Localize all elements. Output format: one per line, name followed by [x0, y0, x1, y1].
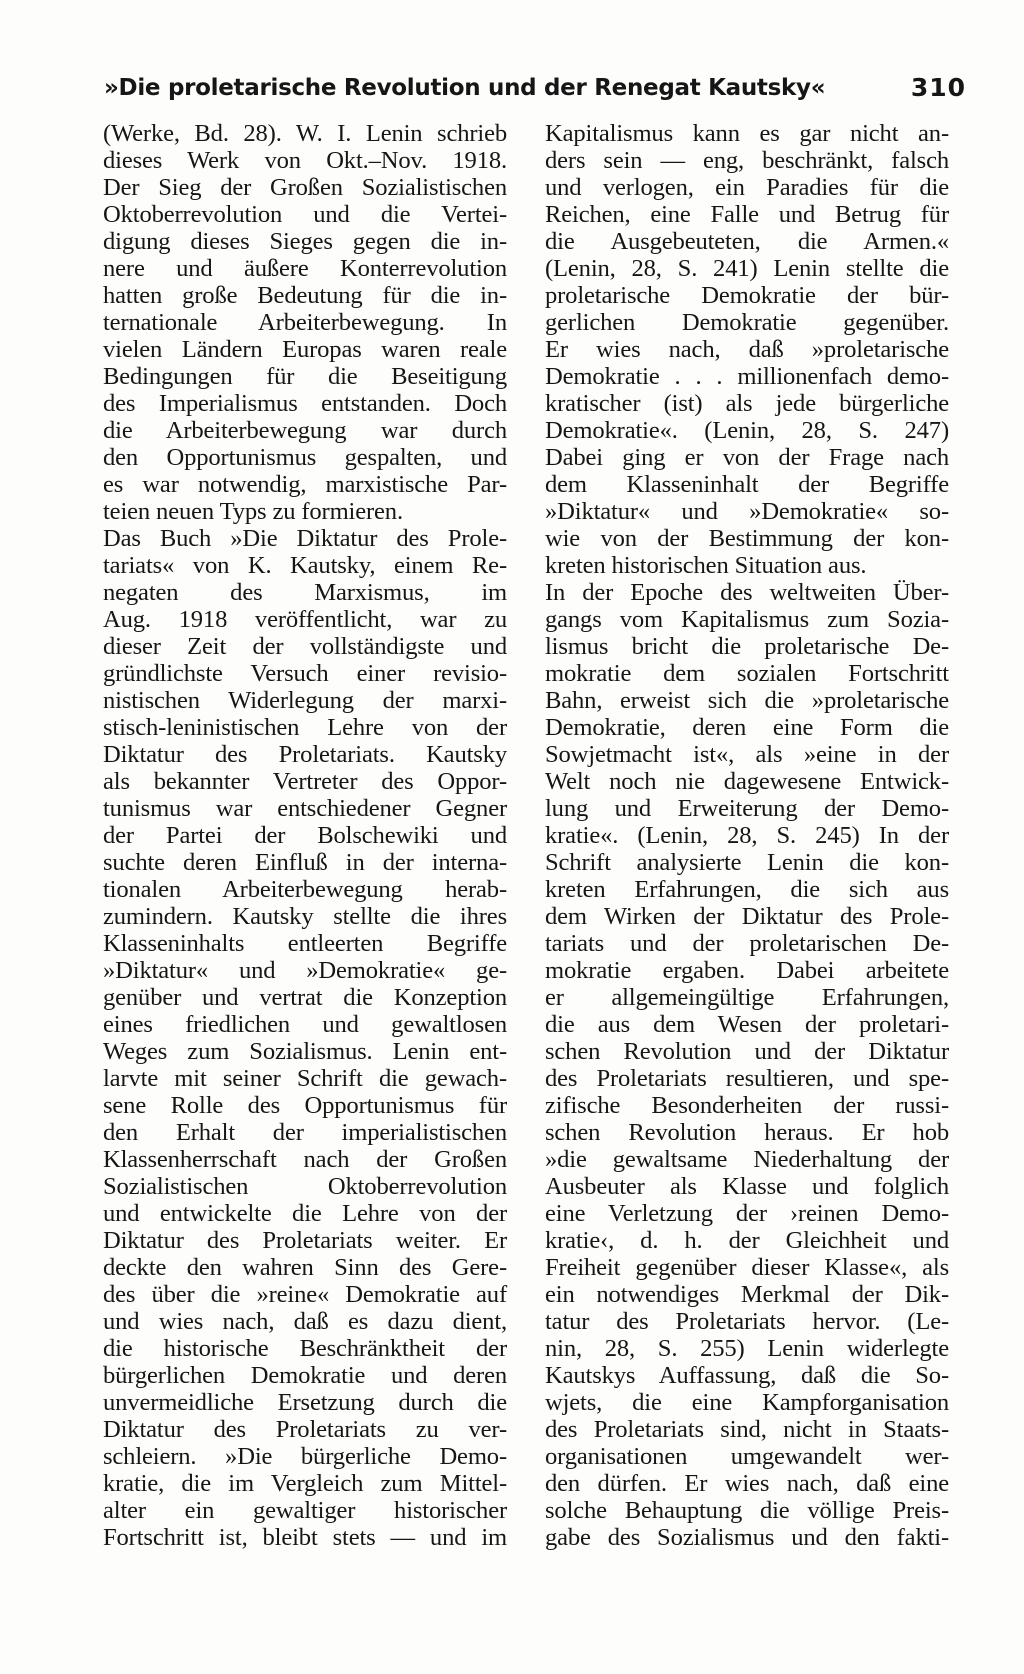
text-line: lismus bricht die proletarische De-	[545, 633, 949, 660]
text-line: Sowjetmacht ist«, als »eine in der	[545, 741, 949, 768]
text-line: Weges zum Sozialismus. Lenin ent-	[103, 1038, 507, 1065]
text-line: tunismus war entschiedener Gegner	[103, 795, 507, 822]
page-number: 310	[910, 73, 966, 102]
text-line: Kapitalismus kann es gar nicht an-	[545, 120, 949, 147]
text-line: proletarische Demokratie der bür-	[545, 282, 949, 309]
text-line: Bahn, erweist sich die »proletarische	[545, 687, 949, 714]
text-line: Demokratie«. (Lenin, 28, S. 247)	[545, 417, 949, 444]
page-header	[104, 66, 966, 110]
text-line: dem Klasseninhalt der Begriffe	[545, 471, 949, 498]
text-line: dieser Zeit der vollständigste und	[103, 633, 507, 660]
text-line: sene Rolle des Opportunismus für	[103, 1092, 507, 1119]
text-line: Welt noch nie dagewesene Entwick-	[545, 768, 949, 795]
text-line: tionalen Arbeiterbewegung herab-	[103, 876, 507, 903]
text-line: Klassenherrschaft nach der Großen	[103, 1146, 507, 1173]
text-line: kreten historischen Situation aus.	[545, 552, 867, 579]
text-line: Er wies nach, daß »proletarische	[545, 336, 949, 363]
text-line: alter ein gewaltiger historischer	[103, 1497, 507, 1524]
text-line: des Proletariats resultieren, und spe-	[545, 1065, 949, 1092]
text-line: Oktoberrevolution und die Vertei-	[103, 201, 507, 228]
text-line: bürgerlichen Demokratie und deren	[103, 1362, 507, 1389]
text-column-left	[103, 120, 507, 1580]
text-line: eines friedlichen und gewaltlosen	[103, 1011, 507, 1038]
text-line: »Diktatur« und »Demokratie« so-	[545, 498, 949, 525]
text-line: kratie, die im Vergleich zum Mittel-	[103, 1470, 507, 1497]
text-line: vielen Ländern Europas waren reale	[103, 336, 507, 363]
text-line: dem Wirken der Diktatur des Prole-	[545, 903, 949, 930]
text-line: Demokratie . . . millionenfach demo-	[545, 363, 949, 390]
text-line: Diktatur des Proletariats weiter. Er	[103, 1227, 507, 1254]
text-line: Das Buch »Die Diktatur des Prole-	[103, 525, 507, 552]
text-line: gründlichste Versuch einer revisio-	[103, 660, 507, 687]
text-line: und wies nach, daß es dazu dient,	[103, 1308, 507, 1335]
text-line: die historische Beschränktheit der	[103, 1335, 507, 1362]
text-line: mokratie dem sozialen Fortschritt	[545, 660, 949, 687]
text-line: Freiheit gegenüber dieser Klasse«, als	[545, 1254, 949, 1281]
text-line: den dürfen. Er wies nach, daß eine	[545, 1470, 949, 1497]
text-line: Fortschritt ist, bleibt stets — und im	[103, 1524, 507, 1551]
text-line: des Imperialismus entstanden. Doch	[103, 390, 507, 417]
text-line: Klasseninhalts entleerten Begriffe	[103, 930, 507, 957]
text-line: Aug. 1918 veröffentlicht, war zu	[103, 606, 507, 633]
text-line: des über die »reine« Demokratie auf	[103, 1281, 507, 1308]
text-line: nistischen Widerlegung der marxi-	[103, 687, 507, 714]
text-line: eine Verletzung der ›reinen Demo-	[545, 1200, 949, 1227]
text-line: »die gewaltsame Niederhaltung der	[545, 1146, 949, 1173]
text-line: es war notwendig, marxistische Par-	[103, 471, 507, 498]
text-line: Ausbeuter als Klasse und folglich	[545, 1173, 949, 1200]
text-line: die Ausgebeuteten, die Armen.«	[545, 228, 949, 255]
text-line: die aus dem Wesen der proletari-	[545, 1011, 949, 1038]
text-line: des Proletariats sind, nicht in Staats-	[545, 1416, 949, 1443]
text-line: »Diktatur« und »Demokratie« ge-	[103, 957, 507, 984]
text-line: den Opportunismus gespalten, und	[103, 444, 507, 471]
text-line: ders sein — eng, beschränkt, falsch	[545, 147, 949, 174]
text-line: Diktatur des Proletariats zu ver-	[103, 1416, 507, 1443]
text-line: In der Epoche des weltweiten Über-	[545, 579, 949, 606]
text-line: ein notwendiges Merkmal der Dik-	[545, 1281, 949, 1308]
text-line: suchte deren Einfluß in der interna-	[103, 849, 507, 876]
text-line: schen Revolution heraus. Er hob	[545, 1119, 949, 1146]
text-line: Schrift analysierte Lenin die kon-	[545, 849, 949, 876]
text-line: Demokratie, deren eine Form die	[545, 714, 949, 741]
text-line: negaten des Marxismus, im	[103, 579, 507, 606]
text-line: (Werke, Bd. 28). W. I. Lenin schrieb	[103, 120, 507, 147]
text-column-right	[545, 120, 949, 1580]
text-line: Bedingungen für die Beseitigung	[103, 363, 507, 390]
text-line: Reichen, eine Falle und Betrug für	[545, 201, 949, 228]
text-line: stisch-leninistischen Lehre von der	[103, 714, 507, 741]
text-line: larvte mit seiner Schrift die gewach-	[103, 1065, 507, 1092]
text-line: gerlichen Demokratie gegenüber.	[545, 309, 949, 336]
text-line: mokratie ergaben. Dabei arbeitete	[545, 957, 949, 984]
text-line: den Erhalt der imperialistischen	[103, 1119, 507, 1146]
text-line: als bekannter Vertreter des Oppor-	[103, 768, 507, 795]
text-line: wjets, die eine Kampforganisation	[545, 1389, 949, 1416]
text-line: solche Behauptung die völlige Preis-	[545, 1497, 949, 1524]
text-line: unvermeidliche Ersetzung durch die	[103, 1389, 507, 1416]
text-line: schleiern. »Die bürgerliche Demo-	[103, 1443, 507, 1470]
text-line: der Partei der Bolschewiki und	[103, 822, 507, 849]
text-line: teien neuen Typs zu formieren.	[103, 498, 403, 525]
text-line: schen Revolution und der Diktatur	[545, 1038, 949, 1065]
text-line: und verlogen, ein Paradies für die	[545, 174, 949, 201]
text-line: genüber und vertrat die Konzeption	[103, 984, 507, 1011]
text-line: kratie«. (Lenin, 28, S. 245) In der	[545, 822, 949, 849]
text-line: er allgemeingültige Erfahrungen,	[545, 984, 949, 1011]
text-line: deckte den wahren Sinn des Gere-	[103, 1254, 507, 1281]
text-line: kratischer (ist) als jede bürgerliche	[545, 390, 949, 417]
text-line: dieses Werk von Okt.–Nov. 1918.	[103, 147, 507, 174]
text-line: wie von der Bestimmung der kon-	[545, 525, 949, 552]
text-line: Dabei ging er von der Frage nach	[545, 444, 949, 471]
text-line: und entwickelte die Lehre von der	[103, 1200, 507, 1227]
text-line: Diktatur des Proletariats. Kautsky	[103, 741, 507, 768]
text-line: nin, 28, S. 255) Lenin widerlegte	[545, 1335, 949, 1362]
text-line: die Arbeiterbewegung war durch	[103, 417, 507, 444]
text-line: lung und Erweiterung der Demo-	[545, 795, 949, 822]
running-title: »Die proletarische Revolution und der Renegat Kautsky«	[104, 75, 826, 101]
text-line: Kautskys Auffassung, daß die So-	[545, 1362, 949, 1389]
text-line: organisationen umgewandelt wer-	[545, 1443, 949, 1470]
text-line: digung dieses Sieges gegen die in-	[103, 228, 507, 255]
text-line: gabe des Sozialismus und den fakti-	[545, 1524, 949, 1551]
text-line: Der Sieg der Großen Sozialistischen	[103, 174, 507, 201]
text-line: gangs vom Kapitalismus zum Sozia-	[545, 606, 949, 633]
text-line: zifische Besonderheiten der russi-	[545, 1092, 949, 1119]
text-line: ternationale Arbeiterbewegung. In	[103, 309, 507, 336]
text-line: tatur des Proletariats hervor. (Le-	[545, 1308, 949, 1335]
text-line: kreten Erfahrungen, die sich aus	[545, 876, 949, 903]
text-line: zumindern. Kautsky stellte die ihres	[103, 903, 507, 930]
text-line: Sozialistischen Oktoberrevolution	[103, 1173, 507, 1200]
text-line: tariats und der proletarischen De-	[545, 930, 949, 957]
text-line: (Lenin, 28, S. 241) Lenin stellte die	[545, 255, 949, 282]
text-line: nere und äußere Konterrevolution	[103, 255, 507, 282]
text-line: hatten große Bedeutung für die in-	[103, 282, 507, 309]
text-line: kratie‹, d. h. der Gleichheit und	[545, 1227, 949, 1254]
text-line: tariats« von K. Kautsky, einem Re-	[103, 552, 507, 579]
